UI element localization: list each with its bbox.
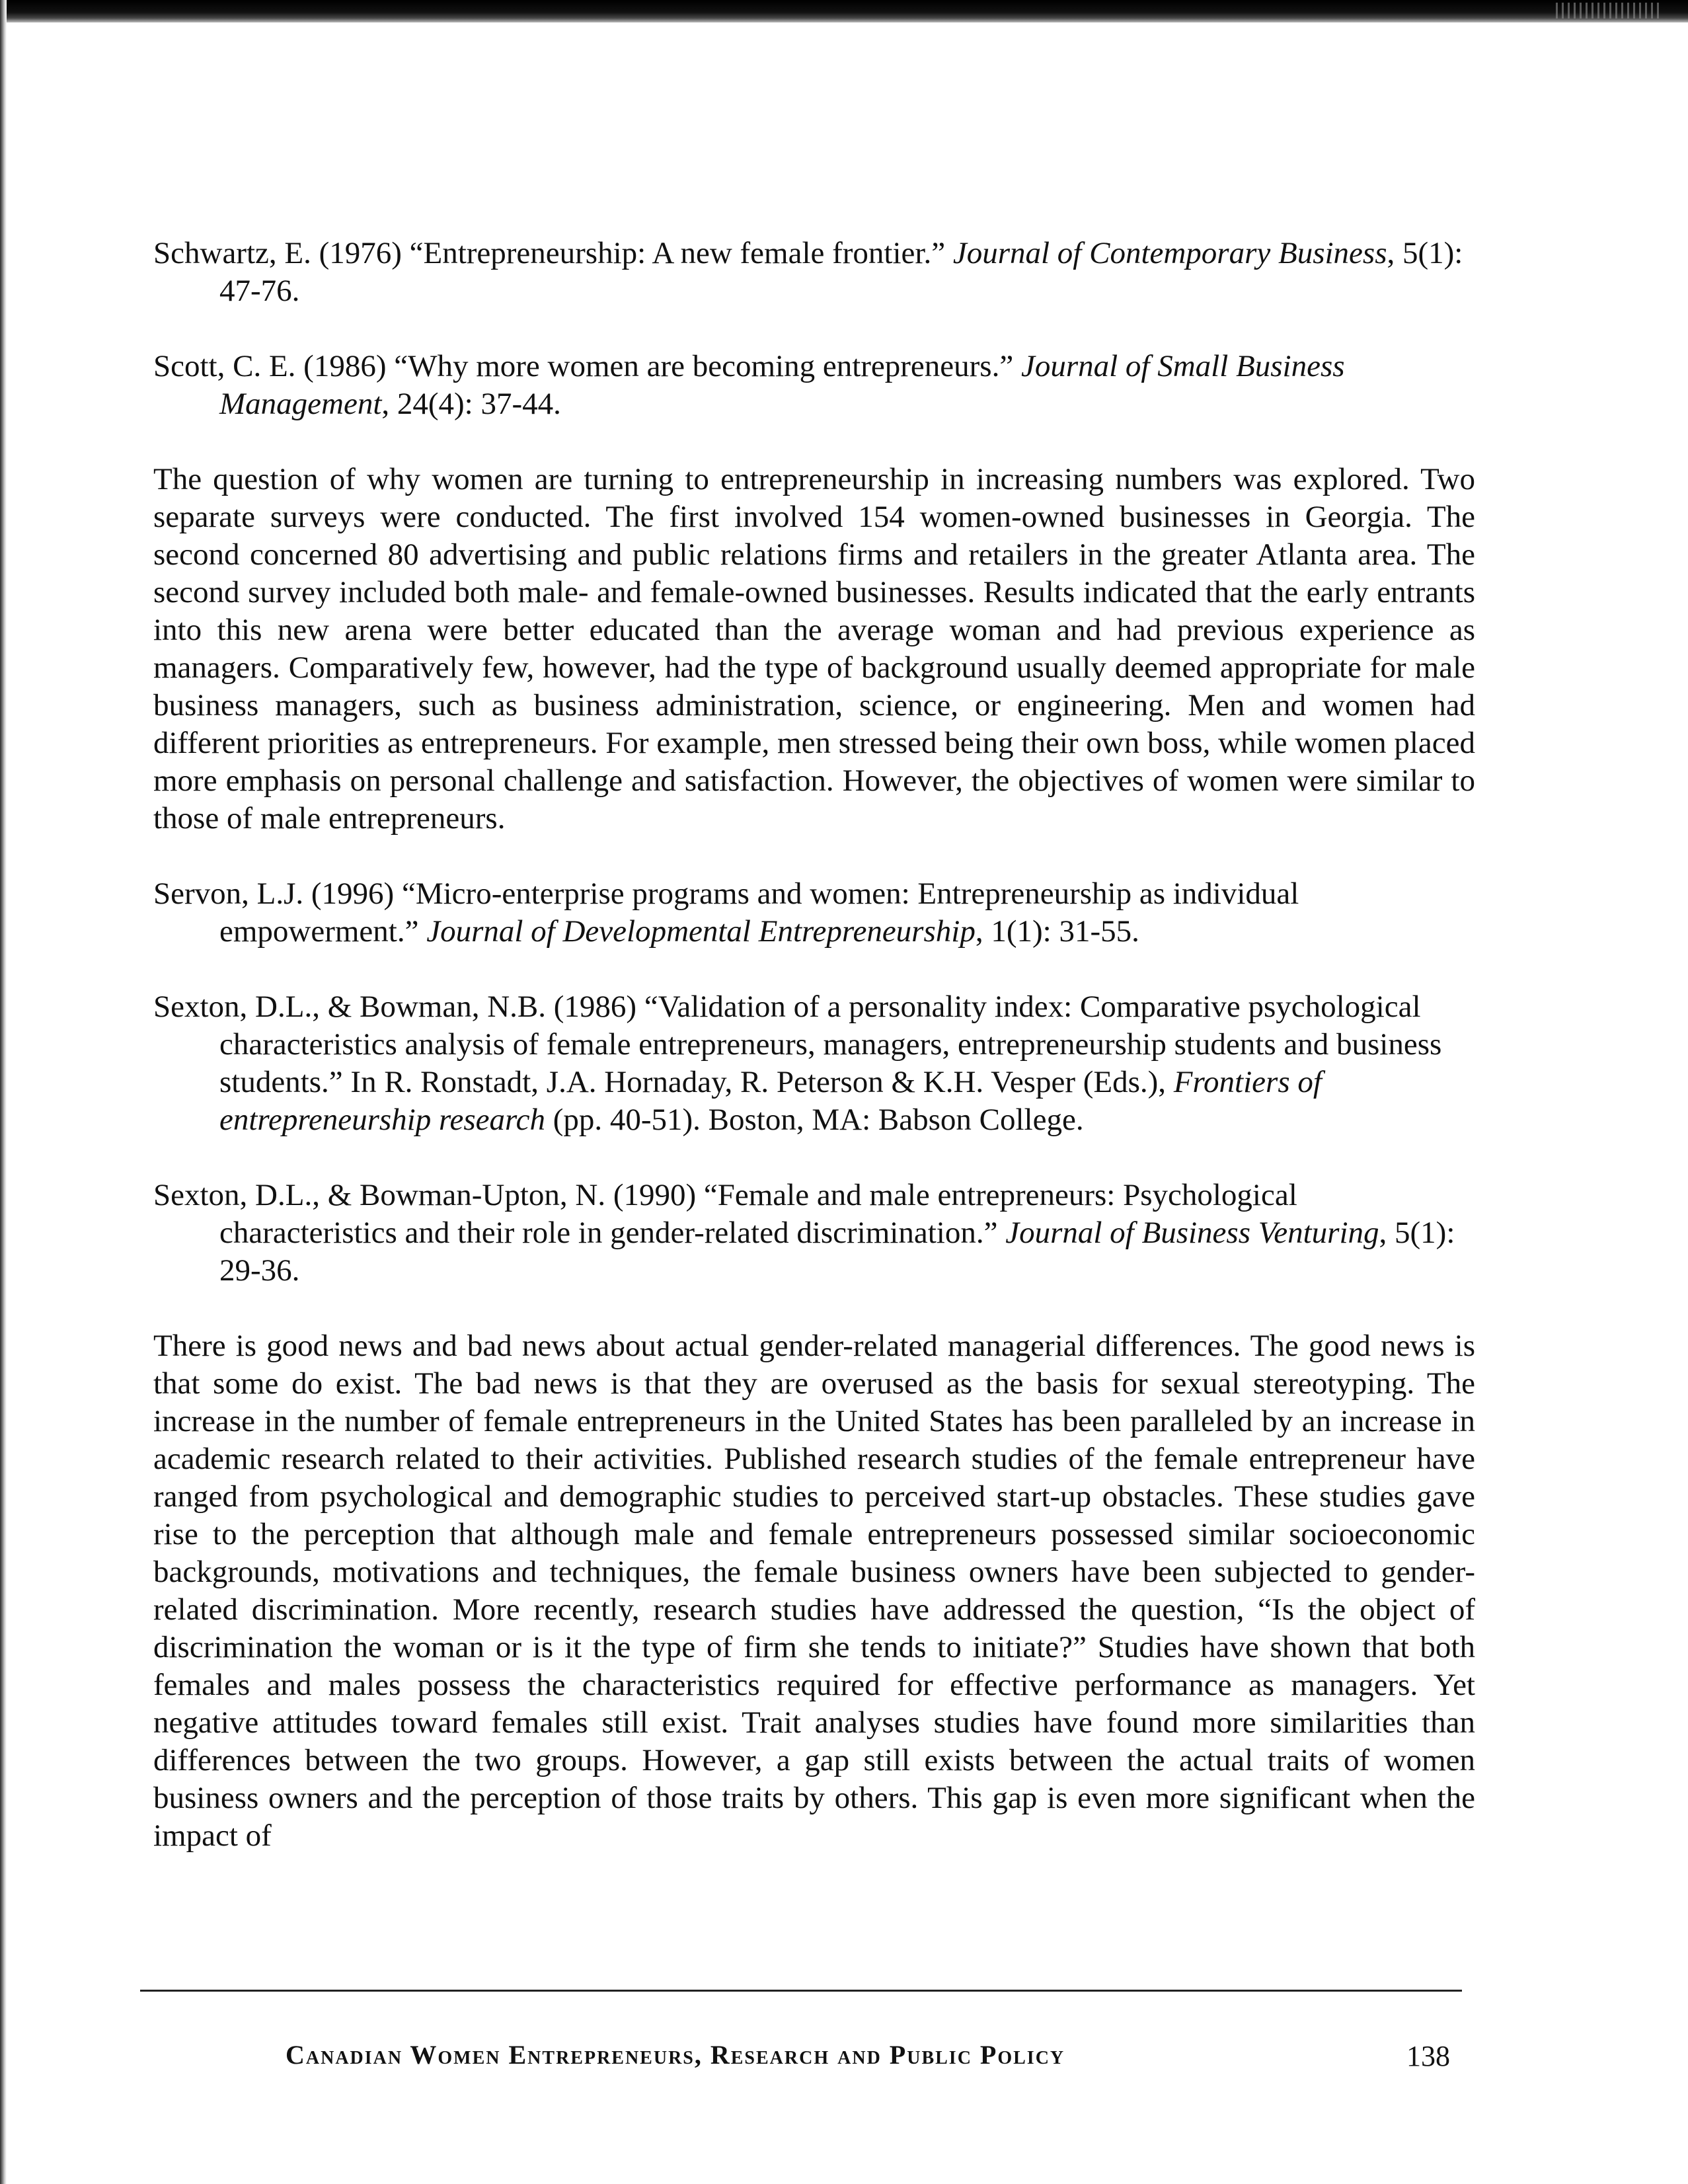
reference-author: Schwartz, E. (1976)	[153, 236, 402, 270]
reference-scott-1986	[153, 348, 1475, 423]
reference-journal: Journal of Business Venturing	[1005, 1216, 1379, 1250]
reference-journal: Journal of Small Business Management	[219, 349, 1345, 421]
reference-title: “Validation of a personality index: Comparative psychological characteristics analysis of female entrepreneurs, managers, entrepreneurship students and business students.”	[219, 990, 1442, 1099]
reference-title: “Female and male entrepreneurs: Psychological characteristics and their role in gender-related discrimination.”	[219, 1178, 1297, 1250]
scan-noise	[1556, 3, 1662, 19]
page-number: 138	[1406, 2040, 1450, 2072]
scan-edge-top	[0, 0, 1688, 22]
reference-title: “Entrepreneurship: A new female frontier.”	[409, 236, 946, 270]
reference-servon-1996	[153, 875, 1475, 951]
reference-editors: In R. Ronstadt, J.A. Hornaday, R. Peterson & K.H. Vesper (Eds.),	[342, 1065, 1167, 1099]
reference-author: Sexton, D.L., & Bowman, N.B. (1986)	[153, 990, 637, 1024]
footer-rule	[140, 1990, 1462, 1992]
reference-author: Scott, C. E. (1986)	[153, 349, 387, 383]
reference-author: Servon, L.J. (1996)	[153, 877, 395, 911]
reference-title: “Micro-enterprise programs and women: Entrepreneurship as individual empowerment.”	[219, 877, 1299, 949]
abstract-scott: The question of why women are turning to entrepreneurship in increasing numbers was explored. Two separate surveys were conducted. The first involved 154 women-owned businesses in Georgia. The second concerned 80 advertising and public relations firms and retailers in the greater Atlanta area. The second survey included both male- and female-owned businesses. Results indicated that the early entrants into this new arena were better educated than the average woman and had previous experience as managers. Comparatively few, however, had the type of background usually deemed appropriate for male business managers, such as business administration, science, or engineering. Men and women had different priorities as entrepreneurs. For example, men stressed being their own boss, while women placed more emphasis on personal challenge and satisfaction. However, the objectives of women were similar to those of male entrepreneurs.	[153, 462, 1475, 836]
reference-title: “Why more women are becoming entrepreneurs.”	[394, 349, 1014, 383]
footer-title: Canadian Women Entrepreneurs, Research and Public Policy	[286, 2040, 1065, 2070]
reference-journal: Journal of Contemporary Business	[952, 236, 1387, 270]
reference-author: Sexton, D.L., & Bowman-Upton, N. (1990)	[153, 1178, 697, 1212]
reference-details: , 24(4): 37-44.	[381, 387, 561, 421]
reference-journal: Frontiers of entrepreneurship research	[219, 1065, 1322, 1137]
scan-edge-left	[0, 0, 7, 2184]
abstract-sexton-upton: There is good news and bad news about actual gender-related managerial differences. The good news is that some do exist. The bad news is that they are overused as the basis for sexual stereotyping. The increase in the number of female entrepreneurs in the United States has been paralleled by an increase in academic research related to their activities. Published research studies of the female entrepreneur have ranged from psychological and demographic studies to perceived start-up obstacles. These studies gave rise to the perception that although male and female entrepreneurs possessed similar socioeconomic backgrounds, motivations and techniques, the female business owners have been subjected to gender-related discrimination. More recently, research studies have addressed the question, “Is the object of discrimination the woman or is it the type of firm she tends to initiate?” Studies have shown that both females and males possess the characteristics required for effective performance as managers. Yet negative attitudes toward females still exist. Trait analyses studies have found more similarities than differences between the two groups. However, a gap still exists between the actual traits of women business owners and the perception of those traits by others. This gap is even more significant when the impact of	[153, 1329, 1475, 1853]
reference-details: , 5(1): 47-76.	[219, 236, 1463, 308]
reference-details: , 1(1): 31-55.	[975, 914, 1139, 949]
reference-schwartz-1976	[153, 235, 1475, 310]
reference-sexton-upton-1990	[153, 1177, 1475, 1290]
reference-sexton-bowman-1986	[153, 988, 1475, 1139]
reference-details: , 5(1): 29-36.	[219, 1216, 1455, 1288]
reference-details: (pp. 40-51). Boston, MA: Babson College.	[545, 1103, 1084, 1137]
reference-journal: Journal of Developmental Entrepreneurship	[426, 914, 976, 949]
page-content	[153, 235, 1475, 1855]
